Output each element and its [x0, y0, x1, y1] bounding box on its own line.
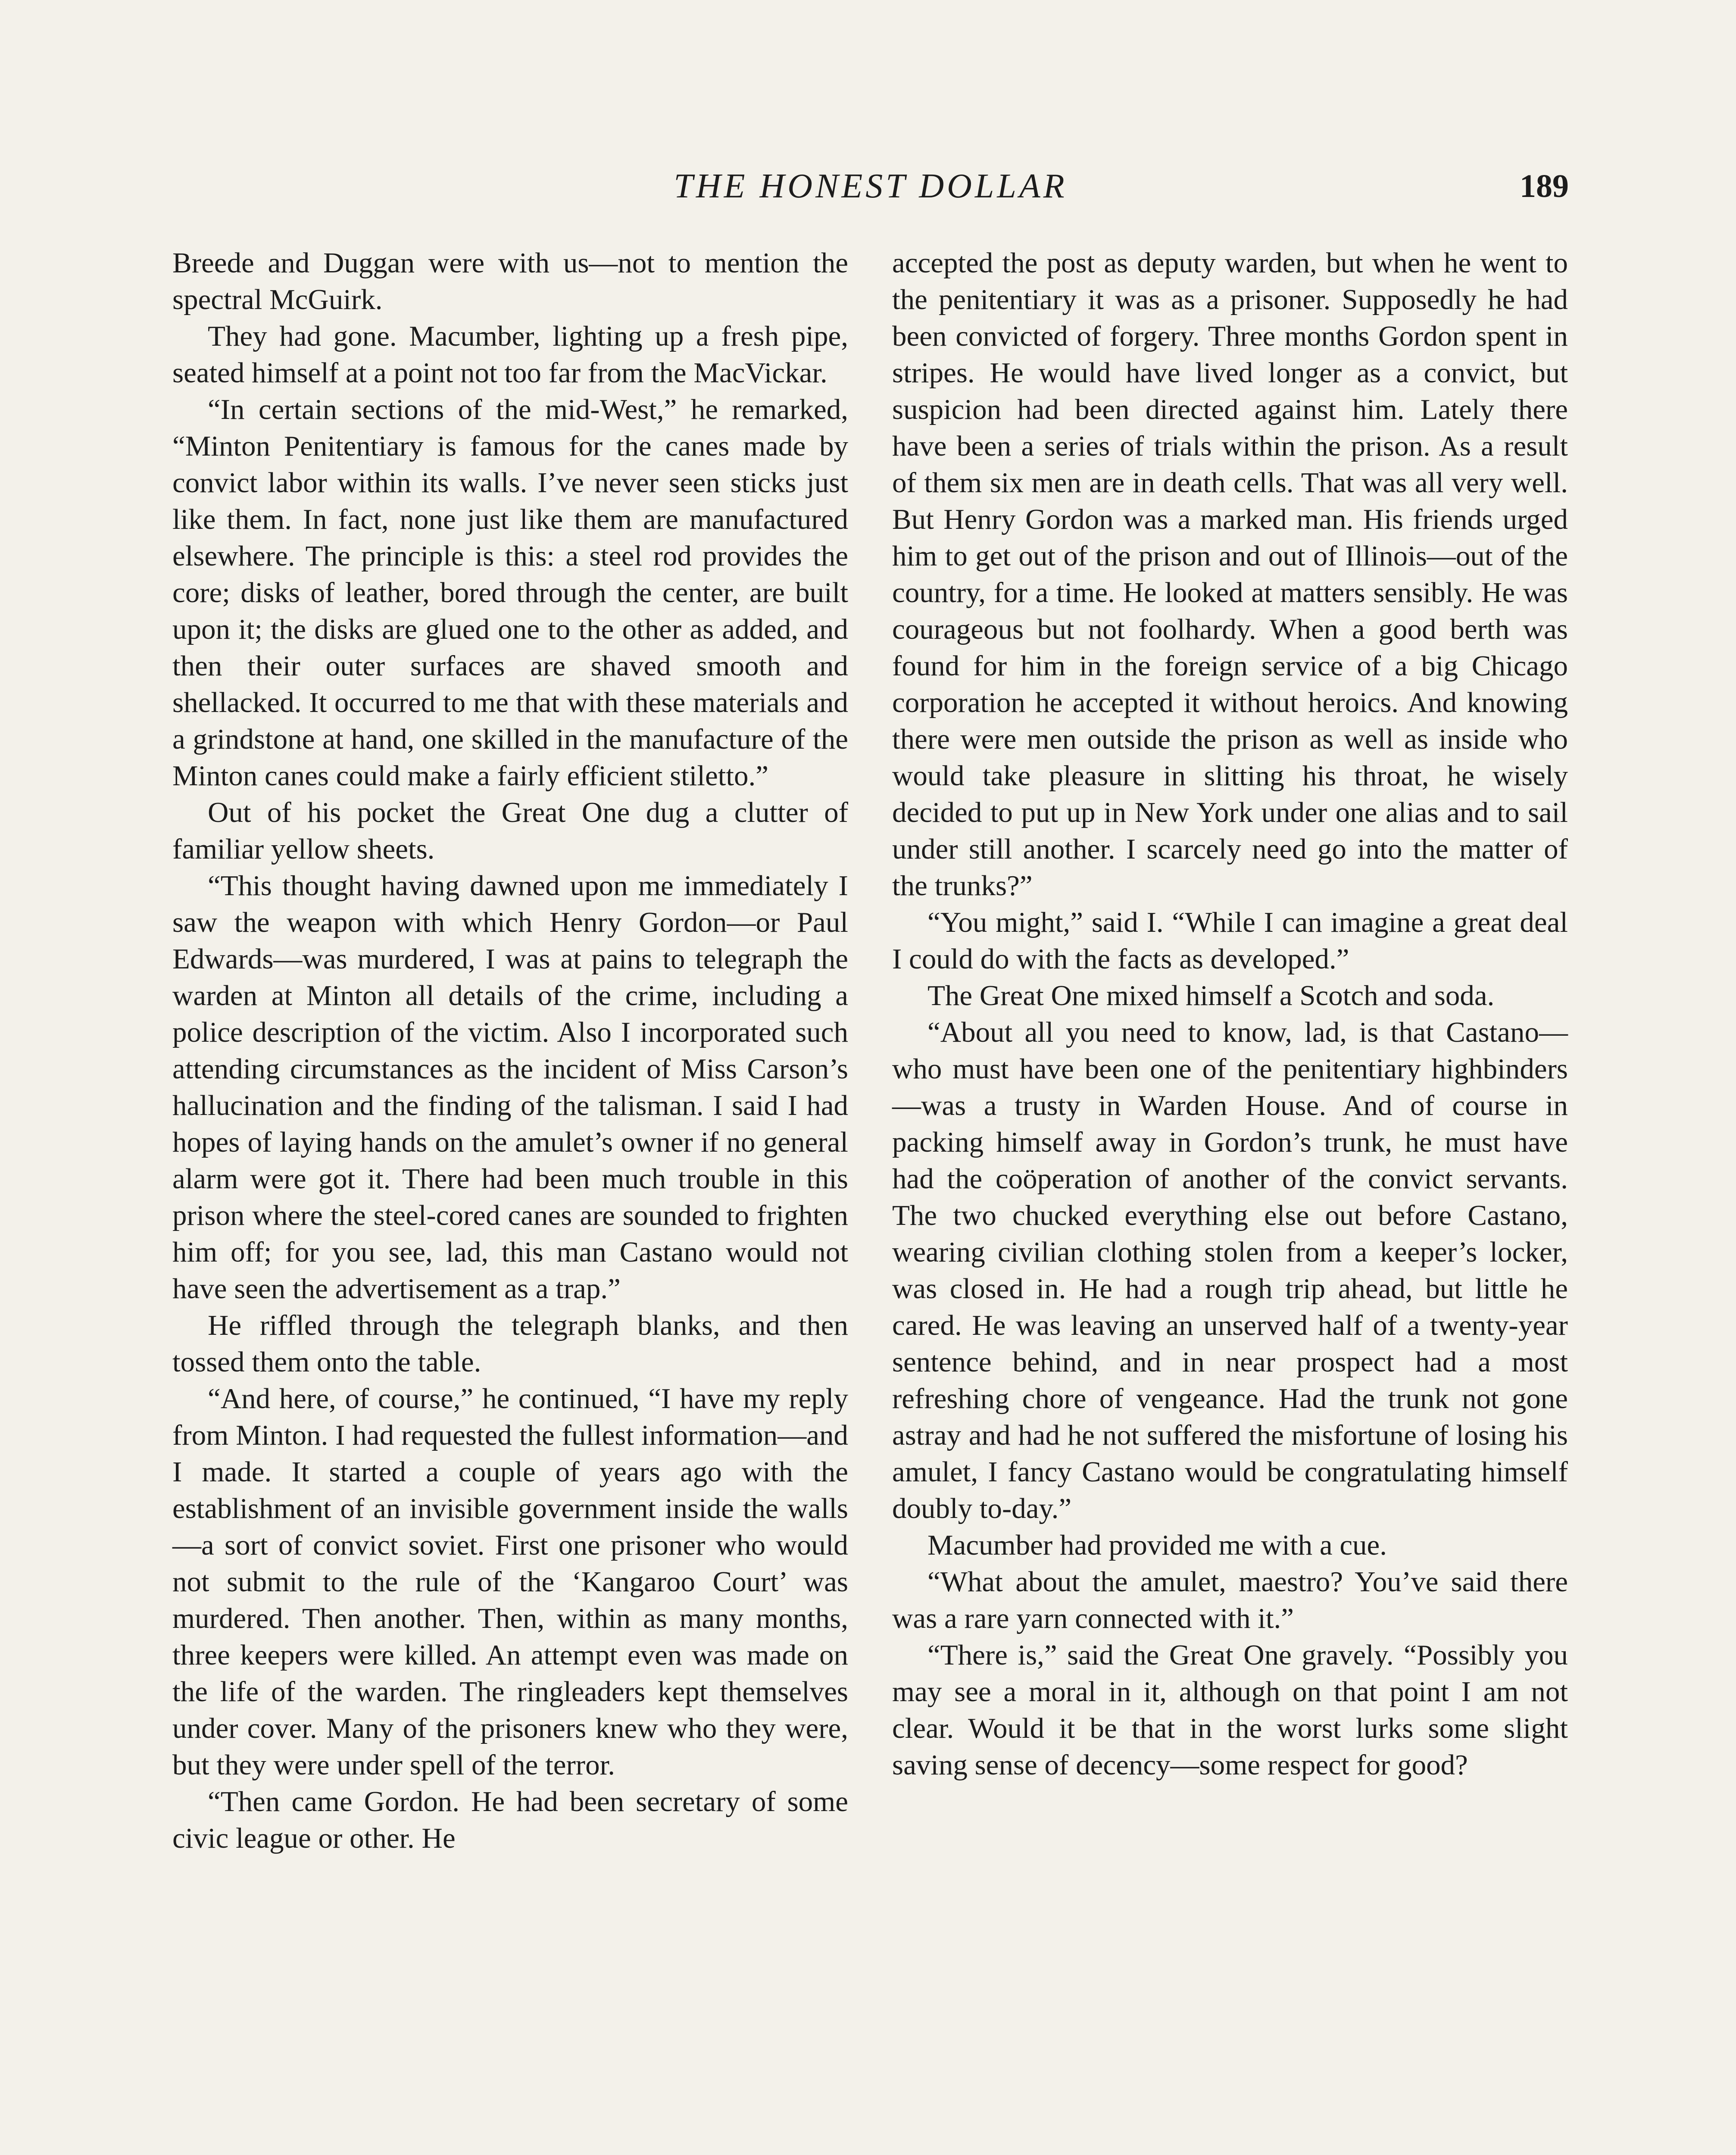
paragraph: “In certain sections of the mid-West,” he remarked, “Minton Penitentiary is famous for the canes made by convict labor within its walls. I’ve never seen sticks just like them. In fact, none just like them are manufactured elsewhere. The principle is this: a steel rod provides the core; disks of leather, bored through the center, are built upon it; the disks are glued one to the other as added, and then their outer surfaces are shaved smooth and shellacked. It occurred to me that with these materials and a grindstone at hand, one skilled in the manufacture of the Minton canes could make a fairly efficient stiletto.” [172, 394, 848, 792]
paragraph: “About all you need to know, lad, is that Castano—who must have been one of the penitentiary highbinders—was a trusty in Warden House. And of course in packing himself away in Gordon’s trunk, he must have had the coöperation of another of the convict servants. The two chucked everything else out before Castano, wearing civilian clothing stolen from a keeper’s locker, was closed in. He had a rough trip ahead, but little he cared. He was leaving an unserved half of a twenty-year sentence behind, and in near prospect had a most refreshing chore of vengeance. Had the trunk not gone astray and had he not suffered the misfortune of losing his amulet, I fancy Castano would be congratulating himself doubly to-day.” [892, 1016, 1568, 1524]
paragraph: “You might,” said I. “While I can imagine a great deal I could do with the facts as developed.” [892, 906, 1568, 975]
paragraph: Macumber had provided me with a cue. [927, 1529, 1387, 1561]
paragraph: He riffled through the telegraph blanks, and then tossed them onto the table. [172, 1309, 848, 1378]
paragraph: “There is,” said the Great One gravely. “Possibly you may see a moral in it, although on that point I am not clear. Would it be that in the worst lurks some slight saving sense of decency—some respect for good? [892, 1639, 1568, 1781]
page-number: 189 [1520, 168, 1569, 204]
paragraph: Breede and Duggan were with us—not to mention the spectral McGuirk. [172, 247, 848, 315]
running-header [172, 160, 1569, 212]
paragraph: The Great One mixed himself a Scotch and soda. [927, 980, 1495, 1012]
paragraph: “Then came Gordon. He had been secretary of some civic league or other. He [172, 1786, 848, 1854]
paragraph: “What about the amulet, maestro? You’ve said there was a rare yarn connected with it.” [892, 1566, 1568, 1634]
running-title: THE HONEST DOLLAR [674, 167, 1068, 205]
paragraph: accepted the post as deputy warden, but when he went to the penitentiary it was as a prisoner. Supposedly he had been convicted of forgery. Three months Gordon spent in stripes. He would have lived longer as a convict, but suspicion had been directed against him. Lately there have been a series of trials within the prison. As a result of them six men are in death cells. That was all very well. But Henry Gordon was a marked man. His friends urged him to get out of the prison and out of Illinois—out of the country, for a time. He looked at matters sensibly. He was courageous but not foolhardy. When a good berth was found for him in the foreign service of a big Chicago corporation he accepted it without heroics. And knowing there were men outside the prison as well as inside who would take pleasure in slitting his throat, he wisely decided to put up in New York under one alias and to sail under still another. I scarcely need go into the matter of the trunks?” [892, 247, 1568, 902]
paragraph: “And here, of course,” he continued, “I have my reply from Minton. I had requested the fullest information—and I made. It started a couple of years ago with the establishment of an invisible government inside the walls—a sort of convict soviet. First one prisoner who would not submit to the rule of the ‘Kangaroo Court’ was murdered. Then another. Then, within as many months, three keepers were killed. An attempt even was made on the life of the warden. The ringleaders kept themselves under cover. Many of the prisoners knew who they were, but they were under spell of the terror. [172, 1383, 848, 1781]
paragraph: Out of his pocket the Great One dug a clutter of familiar yellow sheets. [172, 796, 848, 865]
left-column [172, 245, 848, 1857]
paragraph: They had gone. Macumber, lighting up a fresh pipe, seated himself at a point not too far from the MacVickar. [172, 320, 848, 389]
right-column [892, 245, 1568, 1783]
paragraph: “This thought having dawned upon me immediately I saw the weapon with which Henry Gordon—or Paul Edwards—was murdered, I was at pains to telegraph the warden at Minton all details of the crime, including a police description of the victim. Also I incorporated such attending circumstances as the incident of Miss Carson’s hallucination and the finding of the talisman. I said I had hopes of laying hands on the amulet’s owner if no general alarm were got it. There had been much trouble in this prison where the steel-cored canes are sounded to frighten him off; for you see, lad, this man Castano would not have seen the advertisement as a trap.” [172, 870, 848, 1305]
